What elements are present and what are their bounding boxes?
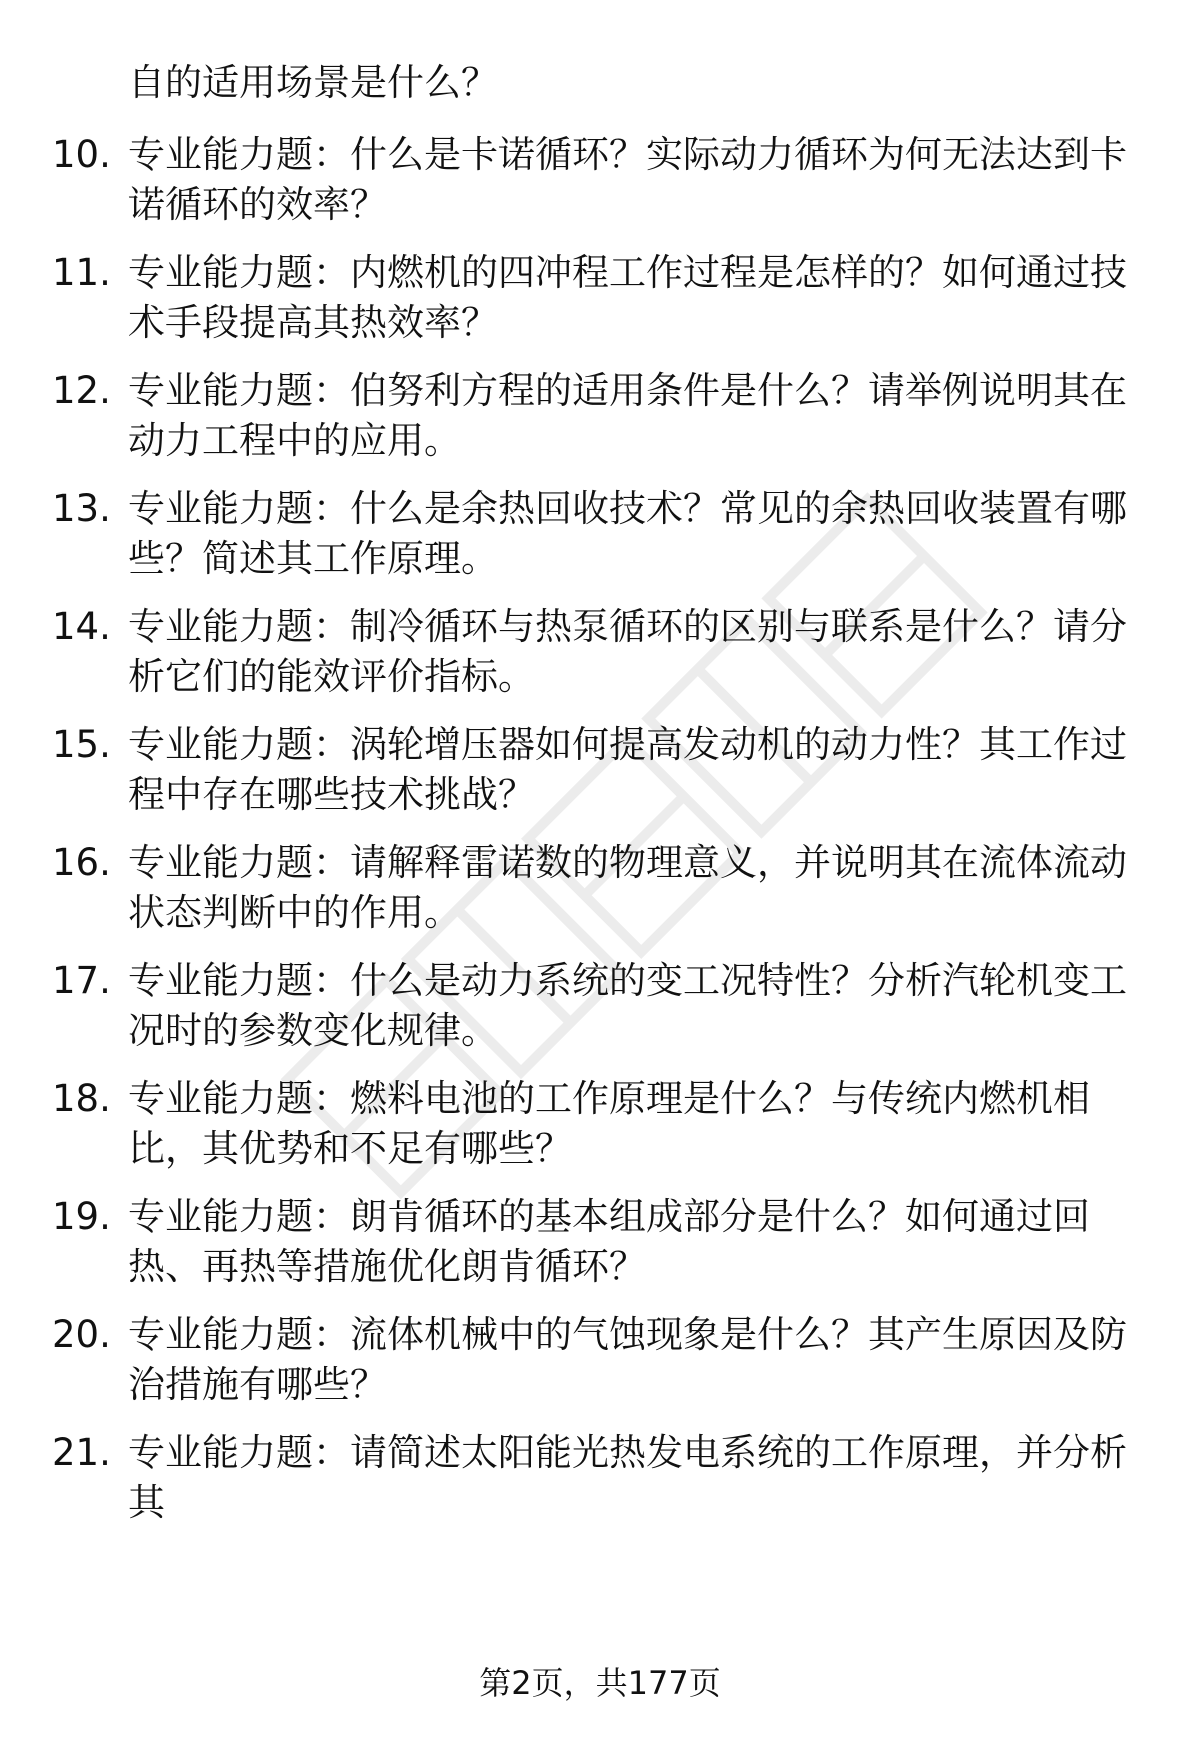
question-text: 专业能力题：伯努利方程的适用条件是什么？请举例说明其在动力工程中的应用。 — [128, 369, 1127, 462]
question-text: 专业能力题：什么是卡诺循环？实际动力循环为何无法达到卡诺循环的效率？ — [128, 133, 1127, 226]
question-item-18 — [0, 1074, 1200, 1184]
question-number: 21. — [52, 1431, 111, 1474]
question-item-20 — [0, 1310, 1200, 1420]
question-item-13 — [0, 484, 1200, 594]
question-number: 18. — [52, 1077, 111, 1120]
question-text: 专业能力题：内燃机的四冲程工作过程是怎样的？如何通过技术手段提高其热效率？ — [128, 251, 1127, 344]
continuation-line: 自的适用场景是什么？ — [128, 61, 498, 104]
question-number: 20. — [52, 1313, 111, 1356]
question-text: 专业能力题：什么是余热回收技术？常见的余热回收装置有哪些？简述其工作原理。 — [128, 487, 1127, 580]
question-item-15 — [0, 720, 1200, 830]
question-number: 17. — [52, 959, 111, 1002]
question-text: 专业能力题：涡轮增压器如何提高发动机的动力性？其工作过程中存在哪些技术挑战？ — [128, 723, 1127, 816]
question-number: 12. — [52, 369, 111, 412]
question-number: 14. — [52, 605, 111, 648]
page-footer: 第2页，共177页 — [479, 1664, 721, 1702]
question-item-11 — [0, 248, 1200, 358]
question-text: 专业能力题：制冷循环与热泵循环的区别与联系是什么？请分析它们的能效评价指标。 — [128, 605, 1127, 698]
question-item-12 — [0, 366, 1200, 476]
question-number: 10. — [52, 133, 111, 176]
question-text: 专业能力题：请解释雷诺数的物理意义，并说明其在流体流动状态判断中的作用。 — [128, 841, 1127, 934]
question-number: 13. — [52, 487, 111, 530]
question-number: 15. — [52, 723, 111, 766]
question-text: 专业能力题：燃料电池的工作原理是什么？与传统内燃机相比，其优势和不足有哪些？ — [128, 1077, 1090, 1170]
question-text: 专业能力题：请简述太阳能光热发电系统的工作原理，并分析其 — [128, 1431, 1127, 1524]
question-item-17 — [0, 956, 1200, 1066]
question-text: 专业能力题：流体机械中的气蚀现象是什么？其产生原因及防治措施有哪些？ — [128, 1313, 1127, 1406]
question-item-10 — [0, 130, 1200, 240]
question-number: 11. — [52, 251, 111, 294]
question-number: 19. — [52, 1195, 111, 1238]
question-item-16 — [0, 838, 1200, 948]
question-number: 16. — [52, 841, 111, 884]
question-text: 专业能力题：朗肯循环的基本组成部分是什么？如何通过回热、再热等措施优化朗肯循环？ — [128, 1195, 1090, 1288]
question-item-21 — [0, 1428, 1200, 1524]
question-item-14 — [0, 602, 1200, 712]
question-text: 专业能力题：什么是动力系统的变工况特性？分析汽轮机变工况时的参数变化规律。 — [128, 959, 1127, 1052]
question-item-19 — [0, 1192, 1200, 1302]
